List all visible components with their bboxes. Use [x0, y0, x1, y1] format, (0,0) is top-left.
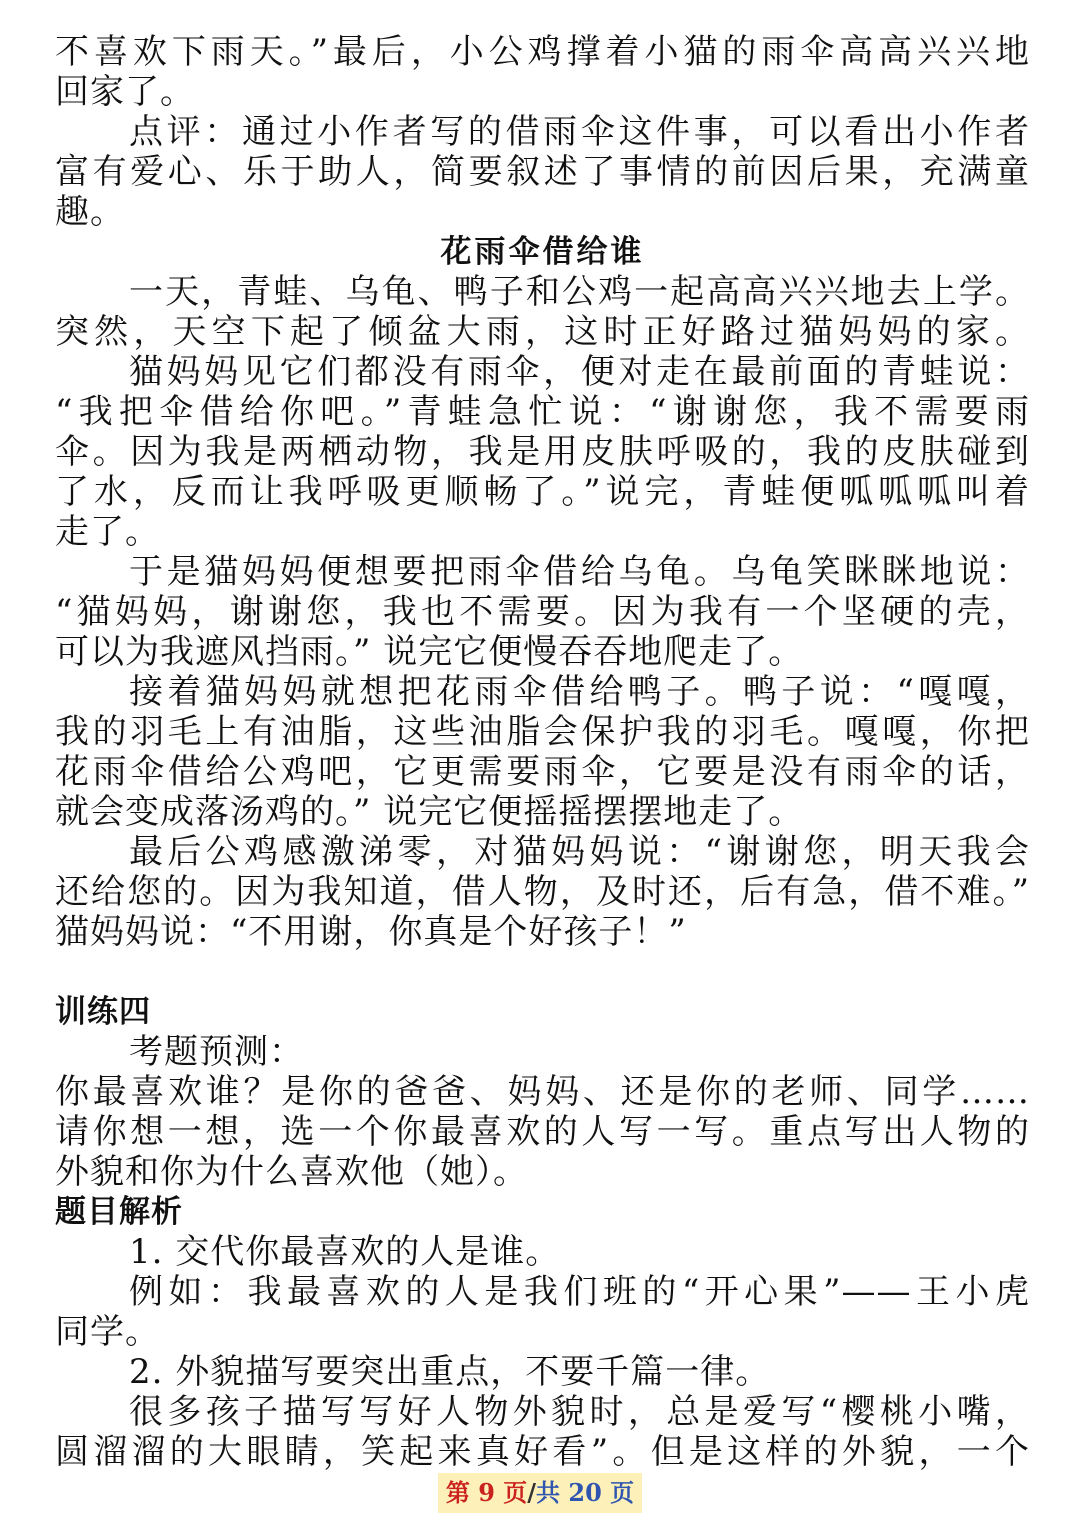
text-line: 回家了。: [55, 72, 195, 112]
text-line: 不喜欢下雨天。”最后，小公鸡撑着小猫的雨伞高高兴兴地: [55, 32, 1030, 72]
document-body: [55, 32, 1030, 1472]
comment-line: 点评：通过小作者写的借雨伞这件事，可以看出小作者: [129, 112, 1030, 152]
text-line: 了水，反而让我呼吸更顺畅了。”说完，青蛙便呱呱呱叫着: [55, 472, 1030, 512]
text-line: 走了。: [55, 512, 160, 552]
text-line: 最后公鸡感激涕零，对猫妈妈说：“谢谢您，明天我会: [129, 832, 1030, 872]
text-line: “我把伞借给你吧。”青蛙急忙说：“谢谢您，我不需要雨: [55, 392, 1030, 432]
text-line: 就会变成落汤鸡的。” 说完它便摇摇摆摆地走了。: [55, 792, 804, 832]
section-spacer: [55, 952, 1030, 992]
text-line: 猫妈妈见它们都没有雨伞，便对走在最前面的青蛙说：: [129, 352, 1030, 392]
text-line: 伞。因为我是两栖动物，我是用皮肤呼吸的，我的皮肤碰到: [55, 432, 1030, 472]
prompt-line: 请你想一想，选一个你最喜欢的人写一写。重点写出人物的: [55, 1112, 1030, 1152]
text-line: 于是猫妈妈便想要把雨伞借给乌龟。乌龟笑眯眯地说：: [129, 552, 1030, 592]
total-pages: 20: [568, 1478, 602, 1507]
page-prefix: 第: [445, 1478, 470, 1507]
text-line: 可以为我遮风挡雨。” 说完它便慢吞吞地爬走了。: [55, 632, 804, 672]
text-line: 猫妈妈说：“不用谢，你真是个好孩子！”: [55, 912, 687, 952]
text-line: 例如：我最喜欢的人是我们班的“开心果”——王小虎: [129, 1272, 1030, 1312]
section-heading: 训练四: [55, 994, 151, 1030]
text-line: 还给您的。因为我知道，借人物，及时还，后有急，借不难。”: [55, 872, 1030, 912]
text-line: 我的羽毛上有油脂，这些油脂会保护我的羽毛。嘎嘎，你把: [55, 712, 1030, 752]
text-line: 富有爱心、乐于助人，简要叙述了事情的前因后果，充满童: [55, 152, 1030, 192]
text-line: 同学。: [55, 1312, 160, 1352]
prompt-line: 你最喜欢谁？是你的爸爸、妈妈、还是你的老师、同学……: [55, 1072, 1030, 1112]
text-line: 圆溜溜的大眼睛，笑起来真好看”。但是这样的外貌，一个: [55, 1432, 1030, 1472]
text-line: 一天，青蛙、乌龟、鸭子和公鸡一起高高兴兴地去上学。: [129, 272, 1030, 312]
text-line: 考题预测：: [129, 1032, 304, 1072]
page-number: 9: [478, 1478, 495, 1507]
page-separator: /: [527, 1478, 537, 1507]
prompt-line: 外貌和你为什么喜欢他（她）。: [55, 1152, 528, 1192]
text-line: 很多孩子描写写好人物外貌时，总是爱写“樱桃小嘴，: [129, 1392, 1030, 1432]
page-footer: [438, 1473, 642, 1513]
text-line: 花雨伞借给公鸡吧，它更需要雨伞，它要是没有雨伞的话，: [55, 752, 1030, 792]
section-heading: 题目解析: [55, 1194, 183, 1230]
total-suffix: 页: [610, 1478, 635, 1507]
text-line: 接着猫妈妈就想把花雨伞借给鸭子。鸭子说：“嘎嘎，: [129, 672, 1030, 712]
text-line: 趣。: [55, 192, 125, 232]
text-line: “猫妈妈，谢谢您，我也不需要。因为我有一个坚硬的壳，: [55, 592, 1030, 632]
list-item: 1. 交代你最喜欢的人是谁。: [129, 1232, 561, 1272]
story-title: 花雨伞借给谁: [440, 234, 645, 270]
text-line: 突然，天空下起了倾盆大雨，这时正好路过猫妈妈的家。: [55, 312, 1030, 352]
page-suffix: 页: [503, 1478, 528, 1507]
total-prefix: 共: [536, 1478, 561, 1507]
list-item: 2. 外貌描写要突出重点，不要千篇一律。: [129, 1352, 771, 1392]
